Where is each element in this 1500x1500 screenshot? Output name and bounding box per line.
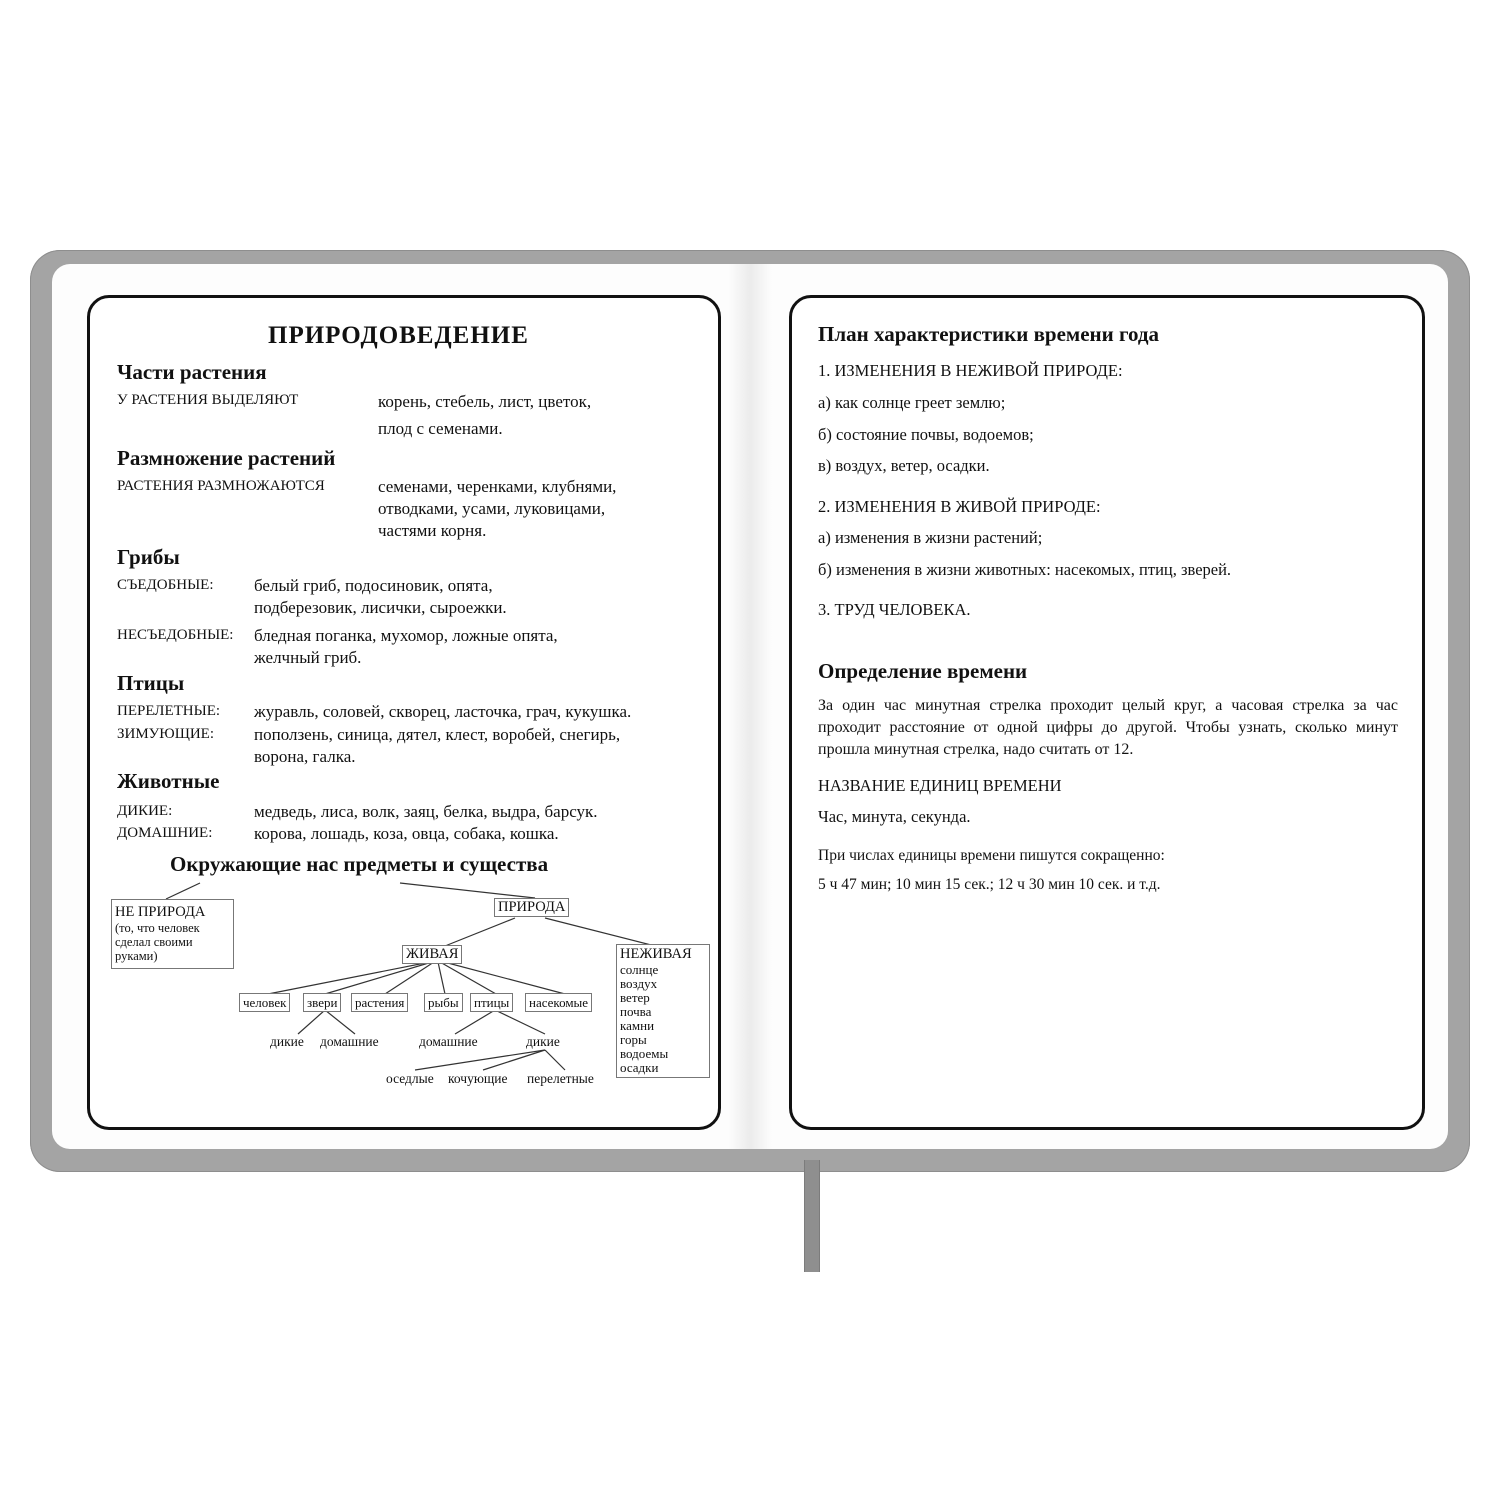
nonliving-item: осадки (620, 1060, 659, 1075)
not-nature-label: НЕ ПРИРОДА (115, 904, 206, 920)
row-text: плод с семенами. (378, 419, 503, 438)
nonliving-box (616, 944, 710, 1078)
not-nature-box (111, 899, 234, 969)
nonliving-item: воздух (620, 976, 658, 991)
wild-birds-sub-label: кочующие (448, 1071, 508, 1086)
row-label: РАСТЕНИЯ РАЗМНОЖАЮТСЯ (117, 478, 325, 494)
row-text: корова, лошадь, коза, овца, собака, кошка. (254, 824, 559, 843)
living-item-box: птицы (470, 993, 513, 1012)
page-title: ПРИРОДОВЕДЕНИЕ (268, 322, 529, 349)
row-text: журавль, соловей, скворец, ласточка, грач, кукушка. (254, 702, 632, 721)
row-text: ворона, галка. (254, 747, 356, 766)
section-heading-mushrooms: Грибы (117, 545, 180, 569)
living-item-box: человек (239, 993, 290, 1012)
section-heading-animals: Животные (117, 769, 220, 793)
living-item-box: рыбы (424, 993, 463, 1012)
not-nature-note: сделал своими (115, 935, 193, 949)
living-box: ЖИВАЯ (402, 945, 462, 964)
nonliving-label: НЕЖИВАЯ (620, 946, 692, 962)
row-label: СЪЕДОБНЫЕ: (117, 577, 214, 593)
birds-sub-label: домашние (419, 1034, 478, 1049)
row-text: частями корня. (378, 521, 487, 540)
not-nature-note: (то, что человек (115, 921, 200, 935)
plan-item: а) изменения в жизни растений; (818, 528, 1043, 547)
row-text: отводками, усами, луковицами, (378, 499, 606, 518)
row-label: У РАСТЕНИЯ ВЫДЕЛЯЮТ (117, 392, 299, 408)
animals-sub-label: дикие (270, 1034, 304, 1049)
wild-birds-sub-label: перелетные (527, 1071, 594, 1086)
nonliving-item: камни (620, 1018, 655, 1033)
plan-item: 2. ИЗМЕНЕНИЯ В ЖИВОЙ ПРИРОДЕ: (818, 497, 1101, 516)
row-label: ДОМАШНИЕ: (117, 825, 213, 841)
living-item-box: насекомые (525, 993, 592, 1012)
diagram-title: Окружающие нас предметы и существа (170, 852, 549, 876)
page-gutter (728, 264, 772, 1149)
plan-item: а) как солнце греет землю; (818, 393, 1006, 412)
row-label: ДИКИЕ: (117, 803, 173, 819)
animals-sub-label: домашние (320, 1034, 379, 1049)
wild-birds-sub-label: оседлые (386, 1071, 434, 1086)
plan-item: 1. ИЗМЕНЕНИЯ В НЕЖИВОЙ ПРИРОДЕ: (818, 361, 1123, 380)
abbr-note: При числах единицы времени пишутся сокращенно: (818, 847, 1165, 864)
units-title: НАЗВАНИЕ ЕДИНИЦ ВРЕМЕНИ (818, 776, 1062, 795)
row-text: подберезовик, лисички, сыроежки. (254, 598, 507, 617)
living-item-box: растения (351, 993, 408, 1012)
living-item-box: звери (303, 993, 341, 1012)
abbr-example: 5 ч 47 мин; 10 мин 15 сек.; 12 ч 30 мин 10 сек. и т.д. (818, 876, 1161, 893)
nonliving-item: горы (620, 1032, 647, 1047)
time-heading: Определение времени (818, 659, 1028, 683)
row-label: ЗИМУЮЩИЕ: (117, 726, 215, 742)
birds-sub-label: дикие (526, 1034, 560, 1049)
section-heading-reproduction: Размножение растений (117, 446, 336, 470)
row-text: медведь, лиса, волк, заяц, белка, выдра, барсук. (254, 802, 598, 821)
row-text: бледная поганка, мухомор, ложные опята, (254, 626, 558, 645)
section-heading-plant-parts: Части растения (117, 360, 267, 384)
row-text: семенами, черенками, клубнями, (378, 477, 617, 496)
plan-item: в) воздух, ветер, осадки. (818, 456, 990, 475)
row-text: поползень, синица, дятел, клест, воробей, снегирь, (254, 725, 621, 744)
not-nature-note: руками) (115, 949, 158, 963)
nature-box: ПРИРОДА (494, 898, 569, 917)
time-paragraph: За один час минутная стрелка проходит целый круг, а часовая стрелка за час проходит расстояние от одной цифры до другой. Чтобы узнать, сколько минут прошла минутная стрелка, надо считать от 12. (818, 697, 1398, 758)
units-text: Час, минута, секунда. (818, 807, 971, 826)
nonliving-item: водоемы (620, 1046, 669, 1061)
plan-item: б) состояние почвы, водоемов; (818, 425, 1034, 444)
row-text: желчный гриб. (254, 648, 362, 667)
row-label: ПЕРЕЛЕТНЫЕ: (117, 703, 221, 719)
plan-item: б) изменения в жизни животных: насекомых, птиц, зверей. (818, 560, 1232, 579)
season-plan-heading: План характеристики времени года (818, 322, 1160, 346)
row-label: НЕСЪЕДОБНЫЕ: (117, 627, 234, 643)
row-text: корень, стебель, лист, цветок, (378, 392, 592, 411)
bookmark-ribbon (804, 1160, 820, 1272)
nonliving-item: почва (620, 1004, 652, 1019)
nonliving-item: солнце (620, 962, 659, 977)
nonliving-item: ветер (620, 990, 650, 1005)
plan-item: 3. ТРУД ЧЕЛОВЕКА. (818, 600, 971, 619)
section-heading-birds: Птицы (117, 671, 185, 695)
row-text: белый гриб, подосиновик, опята, (254, 576, 493, 595)
